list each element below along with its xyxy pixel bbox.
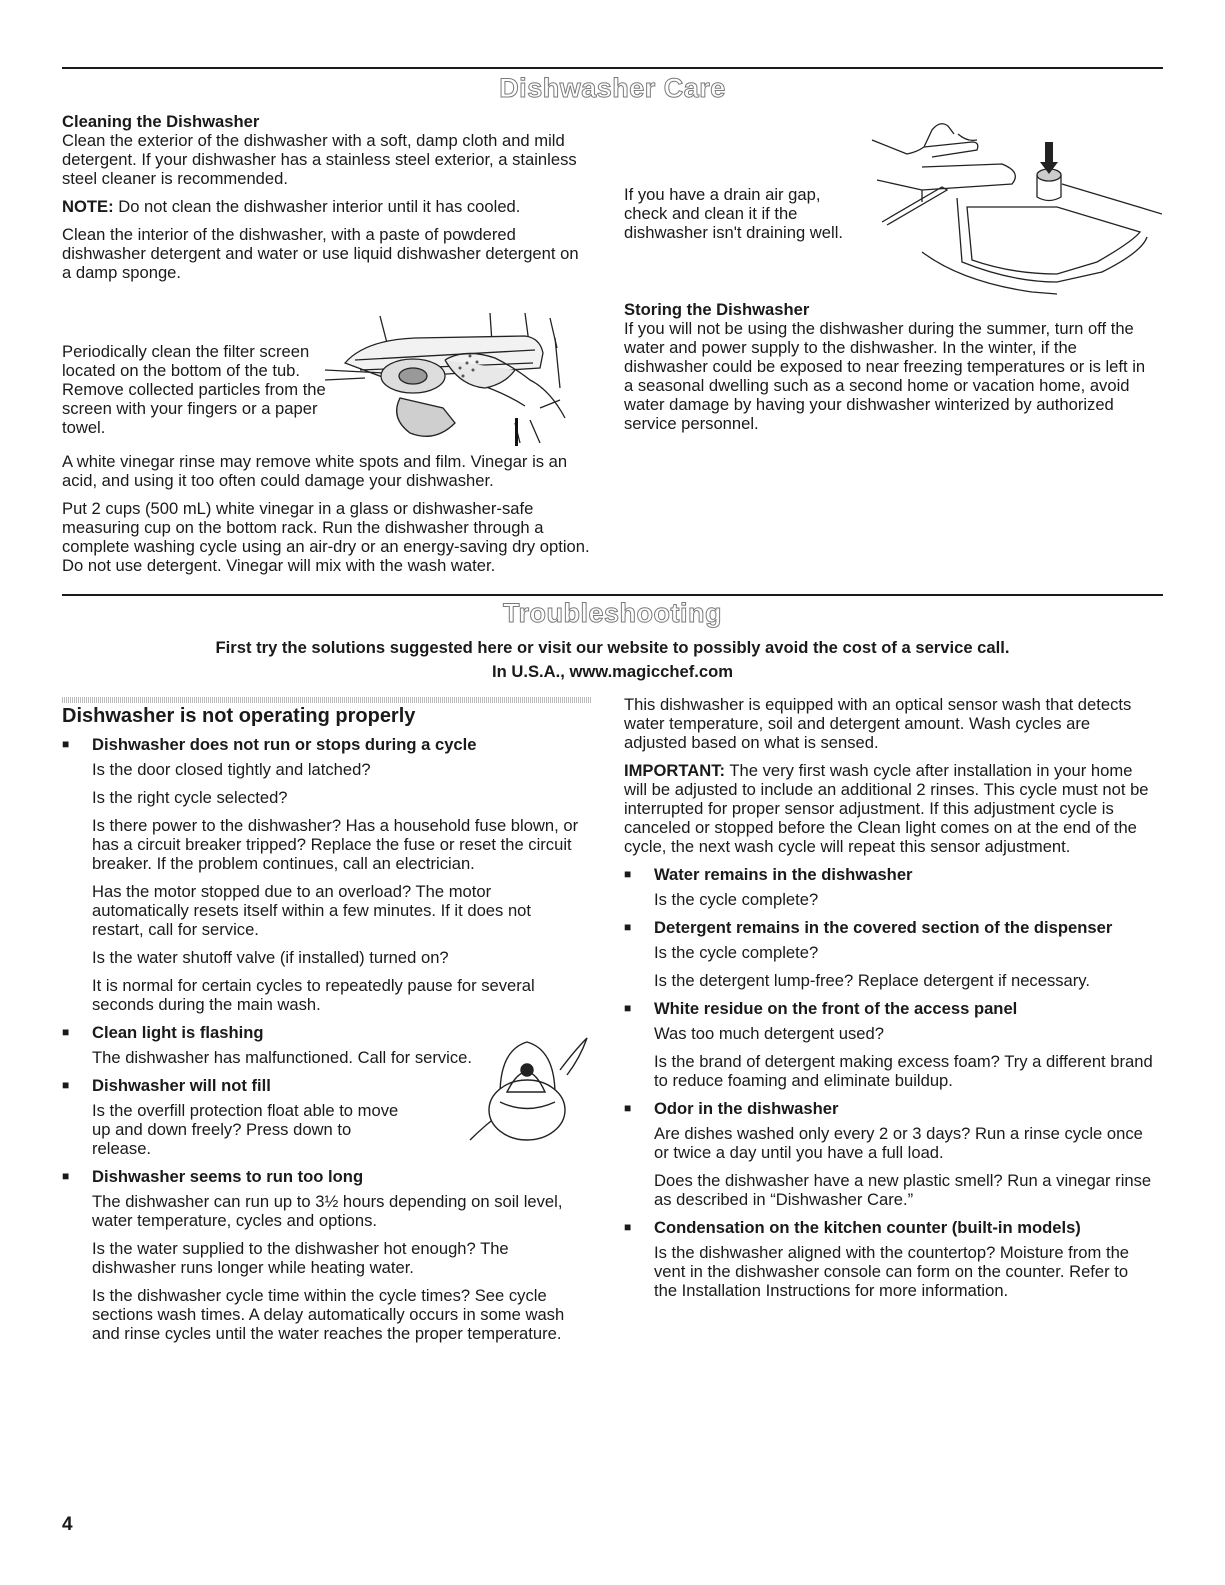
b1-p4: Has the motor stopped due to an overload? The motor automatically resets itself within a few minutes. If it does not restart, call for service. bbox=[92, 882, 532, 939]
b7-p2: Is the brand of detergent making excess foam? Try a different brand to reduce foaming and eliminate buildup. bbox=[654, 1052, 1153, 1090]
bullet-heading-runs-too-long: ■ Dishwasher seems to run too long bbox=[62, 1167, 587, 1186]
b5-p1: Is the cycle complete? bbox=[654, 890, 819, 909]
vinegar-paragraph-1: A white vinegar rinse may remove white spots and film. Vinegar is an acid, and using it too often could damage your dishwasher. bbox=[62, 452, 568, 490]
drain-air-gap-illustration bbox=[862, 112, 1162, 297]
b9-p1: Is the dishwasher aligned with the countertop? Moisture from the vent in the dishwasher console can form on the counter. Refer to the Installation Instructions for more information. bbox=[654, 1243, 1130, 1300]
note-label: NOTE: bbox=[62, 197, 114, 216]
top-rule bbox=[62, 67, 1163, 69]
sensor-paragraph: This dishwasher is equipped with an optical sensor wash that detects water temperature, soil and detergent amount. Wash cycles are adjusted based on what is sensed. bbox=[624, 695, 1132, 752]
note-text: Do not clean the dishwasher interior until it has cooled. bbox=[113, 197, 521, 216]
overfill-float-illustration bbox=[465, 1030, 595, 1150]
storing-heading: Storing the Dishwasher bbox=[624, 300, 810, 319]
note-paragraph bbox=[62, 197, 592, 216]
vinegar-paragraph-2: Put 2 cups (500 mL) white vinegar in a glass or dishwasher-safe measuring cup on the bottom rack. Run the dishwasher through a complete washing cycle using an air-dry or an energy-saving dry option. Do not use detergent. Vinegar will mix with the wash water. bbox=[62, 499, 590, 575]
storing-paragraph: If you will not be using the dishwasher during the summer, turn off the water and power supply to the dishwasher. In the winter, if the dishwasher could be exposed to near freezing temperatures or is left in a seasonal dwelling such as a second home or vacation home, avoid water damage by having your dishwasher winterized by authorized service personnel. bbox=[624, 319, 1146, 433]
b1-p3: Is there power to the dishwasher? Has a household fuse blown, or has a circuit breaker tripped? Replace the fuse or reset the circuit breaker. If the problem continues, call an electrician. bbox=[92, 816, 579, 873]
b8-p1: Are dishes washed only every 2 or 3 days? Run a rinse cycle once or twice a day until you have a full load. bbox=[654, 1124, 1143, 1162]
b4-p2: Is the water supplied to the dishwasher hot enough? The dishwasher runs longer while heating water. bbox=[92, 1239, 509, 1277]
important-label: IMPORTANT: bbox=[624, 761, 726, 780]
section-title-care: Dishwasher Care bbox=[499, 73, 726, 103]
air-gap-paragraph: If you have a drain air gap, check and clean it if the dishwasher isn't draining well. bbox=[624, 185, 843, 242]
important-text: The very first wash cycle after installation in your home will be adjusted to include an additional 2 rinses. This cycle must not be interrupted for proper sensor adjustment. If this adjustment cycle is canceled or stopped before the Clean light comes on at the end of the cycle, the next wash cycle will repeat this sensor adjustment. bbox=[624, 761, 1149, 856]
cleaning-paragraph: Clean the exterior of the dishwasher with a soft, damp cloth and mild detergent. If your dishwasher has a stainless steel exterior, a stainless steel cleaner is recommended. bbox=[62, 131, 577, 188]
section-title-troubleshooting: Troubleshooting bbox=[503, 598, 722, 628]
bullet-heading-clean-light: ■ Clean light is flashing bbox=[62, 1023, 587, 1042]
filter-paragraph: Periodically clean the filter screen located on the bottom of the tub. Remove collected particles from the screen with your fingers or a paper towel. bbox=[62, 342, 326, 437]
storing-block bbox=[624, 300, 1154, 442]
interior-paragraph: Clean the interior of the dishwasher, with a paste of powdered dishwasher detergent and water or use liquid dishwasher detergent on a damp sponge. bbox=[62, 225, 579, 282]
middle-rule bbox=[62, 594, 1163, 596]
vinegar-block bbox=[62, 452, 592, 584]
heading-hatch-bar bbox=[62, 697, 592, 703]
troubleshooting-right-column bbox=[624, 695, 1154, 1309]
b3-p1: Is the overfill protection float able to move up and down freely? Press down to release. bbox=[92, 1101, 399, 1158]
b4-p1: The dishwasher can run up to 3½ hours depending on soil level, water temperature, cycles and options. bbox=[92, 1192, 563, 1230]
care-left-column bbox=[62, 112, 592, 291]
bullet-heading-odor: ■ Odor in the dishwasher bbox=[624, 1099, 1154, 1118]
important-paragraph bbox=[624, 761, 1154, 856]
bullet-heading-no-run: ■ Dishwasher does not run or stops during a cycle bbox=[62, 735, 587, 754]
bullet-heading-detergent-remains: ■ Detergent remains in the covered section of the dispenser bbox=[624, 918, 1154, 937]
bullet-heading-white-residue: ■ White residue on the front of the access panel bbox=[624, 999, 1154, 1018]
filter-screen-illustration bbox=[325, 308, 595, 453]
b1-p2: Is the right cycle selected? bbox=[92, 788, 288, 807]
b6-p2: Is the detergent lump-free? Replace detergent if necessary. bbox=[654, 971, 1090, 990]
b4-p3: Is the dishwasher cycle time within the cycle times? See cycle sections wash times. A delay automatically occurs in some wash and rinse cycles until the water reaches the proper temperature. bbox=[92, 1286, 565, 1343]
b2-p1: The dishwasher has malfunctioned. Call for service. bbox=[92, 1048, 472, 1067]
cleaning-heading: Cleaning the Dishwasher bbox=[62, 112, 260, 131]
website-line: In U.S.A., www.magicchef.com bbox=[492, 662, 733, 681]
bullet-heading-will-not-fill: ■ Dishwasher will not fill bbox=[62, 1076, 587, 1095]
b1-p1: Is the door closed tightly and latched? bbox=[92, 760, 371, 779]
b7-p1: Was too much detergent used? bbox=[654, 1024, 884, 1043]
page-number: 4 bbox=[62, 1514, 73, 1535]
b1-p6: It is normal for certain cycles to repeatedly pause for several seconds during the main wash. bbox=[92, 976, 535, 1014]
troubleshooting-intro: First try the solutions suggested here or visit our website to possibly avoid the cost of a service call. bbox=[215, 638, 1010, 657]
b8-p2: Does the dishwasher have a new plastic smell? Run a vinegar rinse as described in “Dishwasher Care.” bbox=[654, 1171, 1152, 1209]
bullet-heading-condensation: ■ Condensation on the kitchen counter (built-in models) bbox=[624, 1218, 1154, 1237]
b1-p5: Is the water shutoff valve (if installed) turned on? bbox=[92, 948, 449, 967]
bullet-heading-water-remains: ■ Water remains in the dishwasher bbox=[624, 865, 1154, 884]
not-operating-heading: Dishwasher is not operating properly bbox=[62, 705, 416, 727]
b6-p1: Is the cycle complete? bbox=[654, 943, 819, 962]
